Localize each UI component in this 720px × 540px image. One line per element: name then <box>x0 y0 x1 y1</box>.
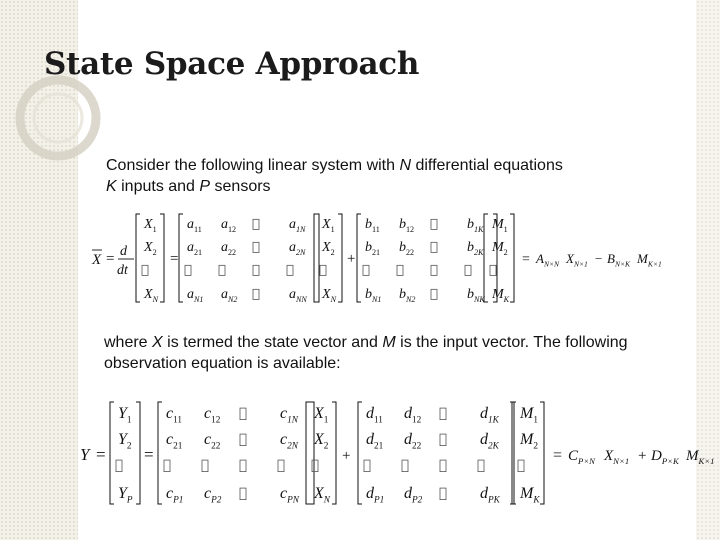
rhs-x-symbol: $X_{N\times 1}$ <box>604 448 630 467</box>
m-vector-right-bracket <box>540 402 544 504</box>
m-vector-entry: $M_2$ <box>492 240 508 257</box>
x-vector-entry: $X_2$ <box>314 431 329 452</box>
lhs-x-symbol: X <box>92 252 102 268</box>
b-matrix-cell-ellipsis-box <box>431 242 437 252</box>
c-matrix-cell-ellipsis-box <box>278 460 284 472</box>
x-vector-entry: $X_N$ <box>144 287 158 304</box>
a-matrix-cell: $a_{N1}$ <box>187 287 204 304</box>
rhs-d-symbol: $D_{P\times K}$ <box>651 448 679 467</box>
equals-sign-3: = <box>522 252 530 267</box>
d-matrix-cell-ellipsis-box <box>440 488 446 500</box>
m-vector-entry-ellipsis-box <box>518 460 524 472</box>
c-matrix-cell: $c_{12}$ <box>204 405 221 426</box>
y-vector-entry: $Y_2$ <box>118 431 132 452</box>
x-vector-entry: $X_1$ <box>314 405 329 426</box>
derivative-d: d <box>120 244 127 259</box>
y-vector-left-bracket <box>110 402 114 504</box>
a-matrix-cell-ellipsis-box <box>253 242 259 252</box>
b-matrix-cell-ellipsis-box <box>431 289 437 299</box>
a-matrix-cell: $a_{N2}$ <box>221 287 238 304</box>
b-matrix-cell: $b_{2K}$ <box>467 240 484 257</box>
a-matrix-right-bracket <box>315 214 319 302</box>
rhs-m-symbol: $M_{K\times 1}$ <box>686 448 715 467</box>
c-matrix-cell: $c_{2N}$ <box>280 431 298 452</box>
d-matrix-cell-ellipsis-box <box>440 460 446 472</box>
x-vector-entry-ellipsis-box <box>312 460 318 472</box>
explanation-paragraph: where X is termed the state vector and M is the input vector. The following observation equation is available: <box>104 334 628 372</box>
c-matrix-left-bracket <box>158 402 162 504</box>
d-matrix-cell-ellipsis-box <box>440 434 446 446</box>
c-matrix-cell: $c_{P1}$ <box>166 485 184 506</box>
rhs-m-symbol: $M_{K\times 1}$ <box>637 251 662 269</box>
y-vector-entry-ellipsis-box <box>116 460 122 472</box>
x-vector-2-right-bracket <box>338 214 342 302</box>
b-matrix-cell: $b_{11}$ <box>365 217 380 234</box>
c-matrix-cell-ellipsis-box <box>240 488 246 500</box>
d-matrix-cell-ellipsis-box <box>478 460 484 472</box>
d-matrix-left-bracket <box>358 402 362 504</box>
state-equation <box>82 210 682 306</box>
c-matrix-cell: $c_{11}$ <box>166 405 183 426</box>
b-matrix-left-bracket <box>357 214 361 302</box>
rhs-b-symbol: $B_{N\times K}$ <box>607 251 631 269</box>
y-vector-right-bracket <box>136 402 140 504</box>
b-matrix-cell: $b_{N2}$ <box>399 287 416 304</box>
rhs-plus-sign: + <box>638 448 647 464</box>
a-matrix-cell-ellipsis-box <box>253 219 259 229</box>
slide-title: State Space Approach <box>44 46 420 82</box>
m-vector-entry: $M_K$ <box>492 287 510 304</box>
m-vector-entry-ellipsis-box <box>490 265 496 275</box>
equals-sign-2: = <box>144 445 154 464</box>
c-matrix-cell-ellipsis-box <box>240 460 246 472</box>
a-matrix-cell: $a_{1N}$ <box>289 217 306 234</box>
b-matrix-cell: $b_{21}$ <box>365 240 381 257</box>
x-vector-left-bracket <box>306 402 310 504</box>
d-matrix-cell: $d_{1K}$ <box>480 405 499 426</box>
d-matrix-cell: $d_{P1}$ <box>366 485 385 506</box>
d-matrix-cell-ellipsis-box <box>364 460 370 472</box>
d-matrix-cell: $d_{P2}$ <box>404 485 423 506</box>
c-matrix-cell-ellipsis-box <box>164 460 170 472</box>
x-vector-2-entry-ellipsis-box <box>320 265 326 275</box>
x-vector-2-entry: $X_1$ <box>322 217 335 234</box>
c-matrix-cell-ellipsis-box <box>240 434 246 446</box>
a-matrix-cell: $a_{22}$ <box>221 240 237 257</box>
b-matrix-cell: $b_{1K}$ <box>467 217 484 234</box>
rhs-x-symbol: $X_{N\times 1}$ <box>566 251 588 269</box>
c-matrix-cell: $c_{1N}$ <box>280 405 298 426</box>
c-matrix-cell: $c_{22}$ <box>204 431 221 452</box>
d-matrix-cell: $d_{PK}$ <box>480 485 500 506</box>
a-matrix-cell: $a_{NN}$ <box>289 287 307 304</box>
minus-sign: − <box>595 251 603 266</box>
b-matrix-cell: $b_{NK}$ <box>467 287 485 304</box>
x-vector-2-left-bracket <box>314 214 318 302</box>
a-matrix-cell-ellipsis-box <box>185 265 191 275</box>
plus-sign: + <box>342 448 351 464</box>
equals-sign: = <box>96 445 106 464</box>
m-vector-entry: $M_1$ <box>492 217 508 234</box>
a-matrix-cell: $a_{2N}$ <box>289 240 306 257</box>
d-matrix-cell: $d_{21}$ <box>366 431 384 452</box>
a-matrix-cell-ellipsis-box <box>219 265 225 275</box>
equals-sign: = <box>106 251 115 267</box>
a-matrix-cell-ellipsis-box <box>253 265 259 275</box>
y-vector-entry: $Y_1$ <box>118 405 132 426</box>
x-vector-2-entry: $X_N$ <box>322 287 336 304</box>
d-matrix-cell: $d_{11}$ <box>366 405 383 426</box>
m-vector-entry: $M_2$ <box>520 431 538 452</box>
x-vector-entry: $X_N$ <box>314 485 330 506</box>
x-vector-right-bracket <box>160 214 164 302</box>
intro-paragraph: Consider the following linear system with N differential equations K inputs and P sensors <box>106 157 563 195</box>
c-matrix-cell-ellipsis-box <box>240 408 246 420</box>
a-matrix-cell-ellipsis-box <box>253 289 259 299</box>
y-vector-entry: $Y_P$ <box>118 485 133 506</box>
b-matrix-cell-ellipsis-box <box>363 265 369 275</box>
m-vector-left-bracket <box>484 214 488 302</box>
a-matrix-cell: $a_{21}$ <box>187 240 203 257</box>
a-matrix-left-bracket <box>179 214 183 302</box>
rhs-a-symbol: $A_{N\times N}$ <box>536 251 560 269</box>
b-matrix-cell-ellipsis-box <box>465 265 471 275</box>
b-matrix-cell: $b_{N1}$ <box>365 287 382 304</box>
derivative-dt: dt <box>117 263 128 278</box>
x-vector-entry: $X_2$ <box>144 240 157 257</box>
x-vector-entry-ellipsis-box <box>142 265 148 275</box>
b-matrix-cell: $b_{22}$ <box>399 240 415 257</box>
lhs-y-symbol: Y <box>80 445 90 464</box>
a-matrix-cell: $a_{12}$ <box>221 217 237 234</box>
equals-sign-2: = <box>170 251 179 267</box>
plus-sign: + <box>347 251 356 267</box>
x-vector-entry: $X_1$ <box>144 217 157 234</box>
b-matrix-cell-ellipsis-box <box>431 265 437 275</box>
x-vector-right-bracket <box>332 402 336 504</box>
b-matrix-cell-ellipsis-box <box>431 219 437 229</box>
d-matrix-cell: $d_{22}$ <box>404 431 422 452</box>
b-matrix-cell-ellipsis-box <box>397 265 403 275</box>
c-matrix-cell: $c_{PN}$ <box>280 485 299 506</box>
rhs-c-symbol: $C_{P\times N}$ <box>568 448 595 467</box>
observation-equation <box>74 398 720 508</box>
d-matrix-cell: $d_{12}$ <box>404 405 422 426</box>
m-vector-entry: $M_K$ <box>520 485 540 506</box>
m-vector-right-bracket <box>510 214 514 302</box>
a-matrix-cell: $a_{11}$ <box>187 217 202 234</box>
c-matrix-cell: $c_{21}$ <box>166 431 183 452</box>
a-matrix-cell-ellipsis-box <box>287 265 293 275</box>
c-matrix-cell-ellipsis-box <box>202 460 208 472</box>
equals-sign-3: = <box>553 447 563 464</box>
d-matrix-cell: $d_{2K}$ <box>480 431 499 452</box>
b-matrix-cell: $b_{12}$ <box>399 217 415 234</box>
c-matrix-cell: $c_{P2}$ <box>204 485 222 506</box>
x-vector-2-entry: $X_2$ <box>322 240 335 257</box>
d-matrix-cell-ellipsis-box <box>402 460 408 472</box>
x-vector-left-bracket <box>136 214 140 302</box>
d-matrix-cell-ellipsis-box <box>440 408 446 420</box>
m-vector-entry: $M_1$ <box>520 405 538 426</box>
